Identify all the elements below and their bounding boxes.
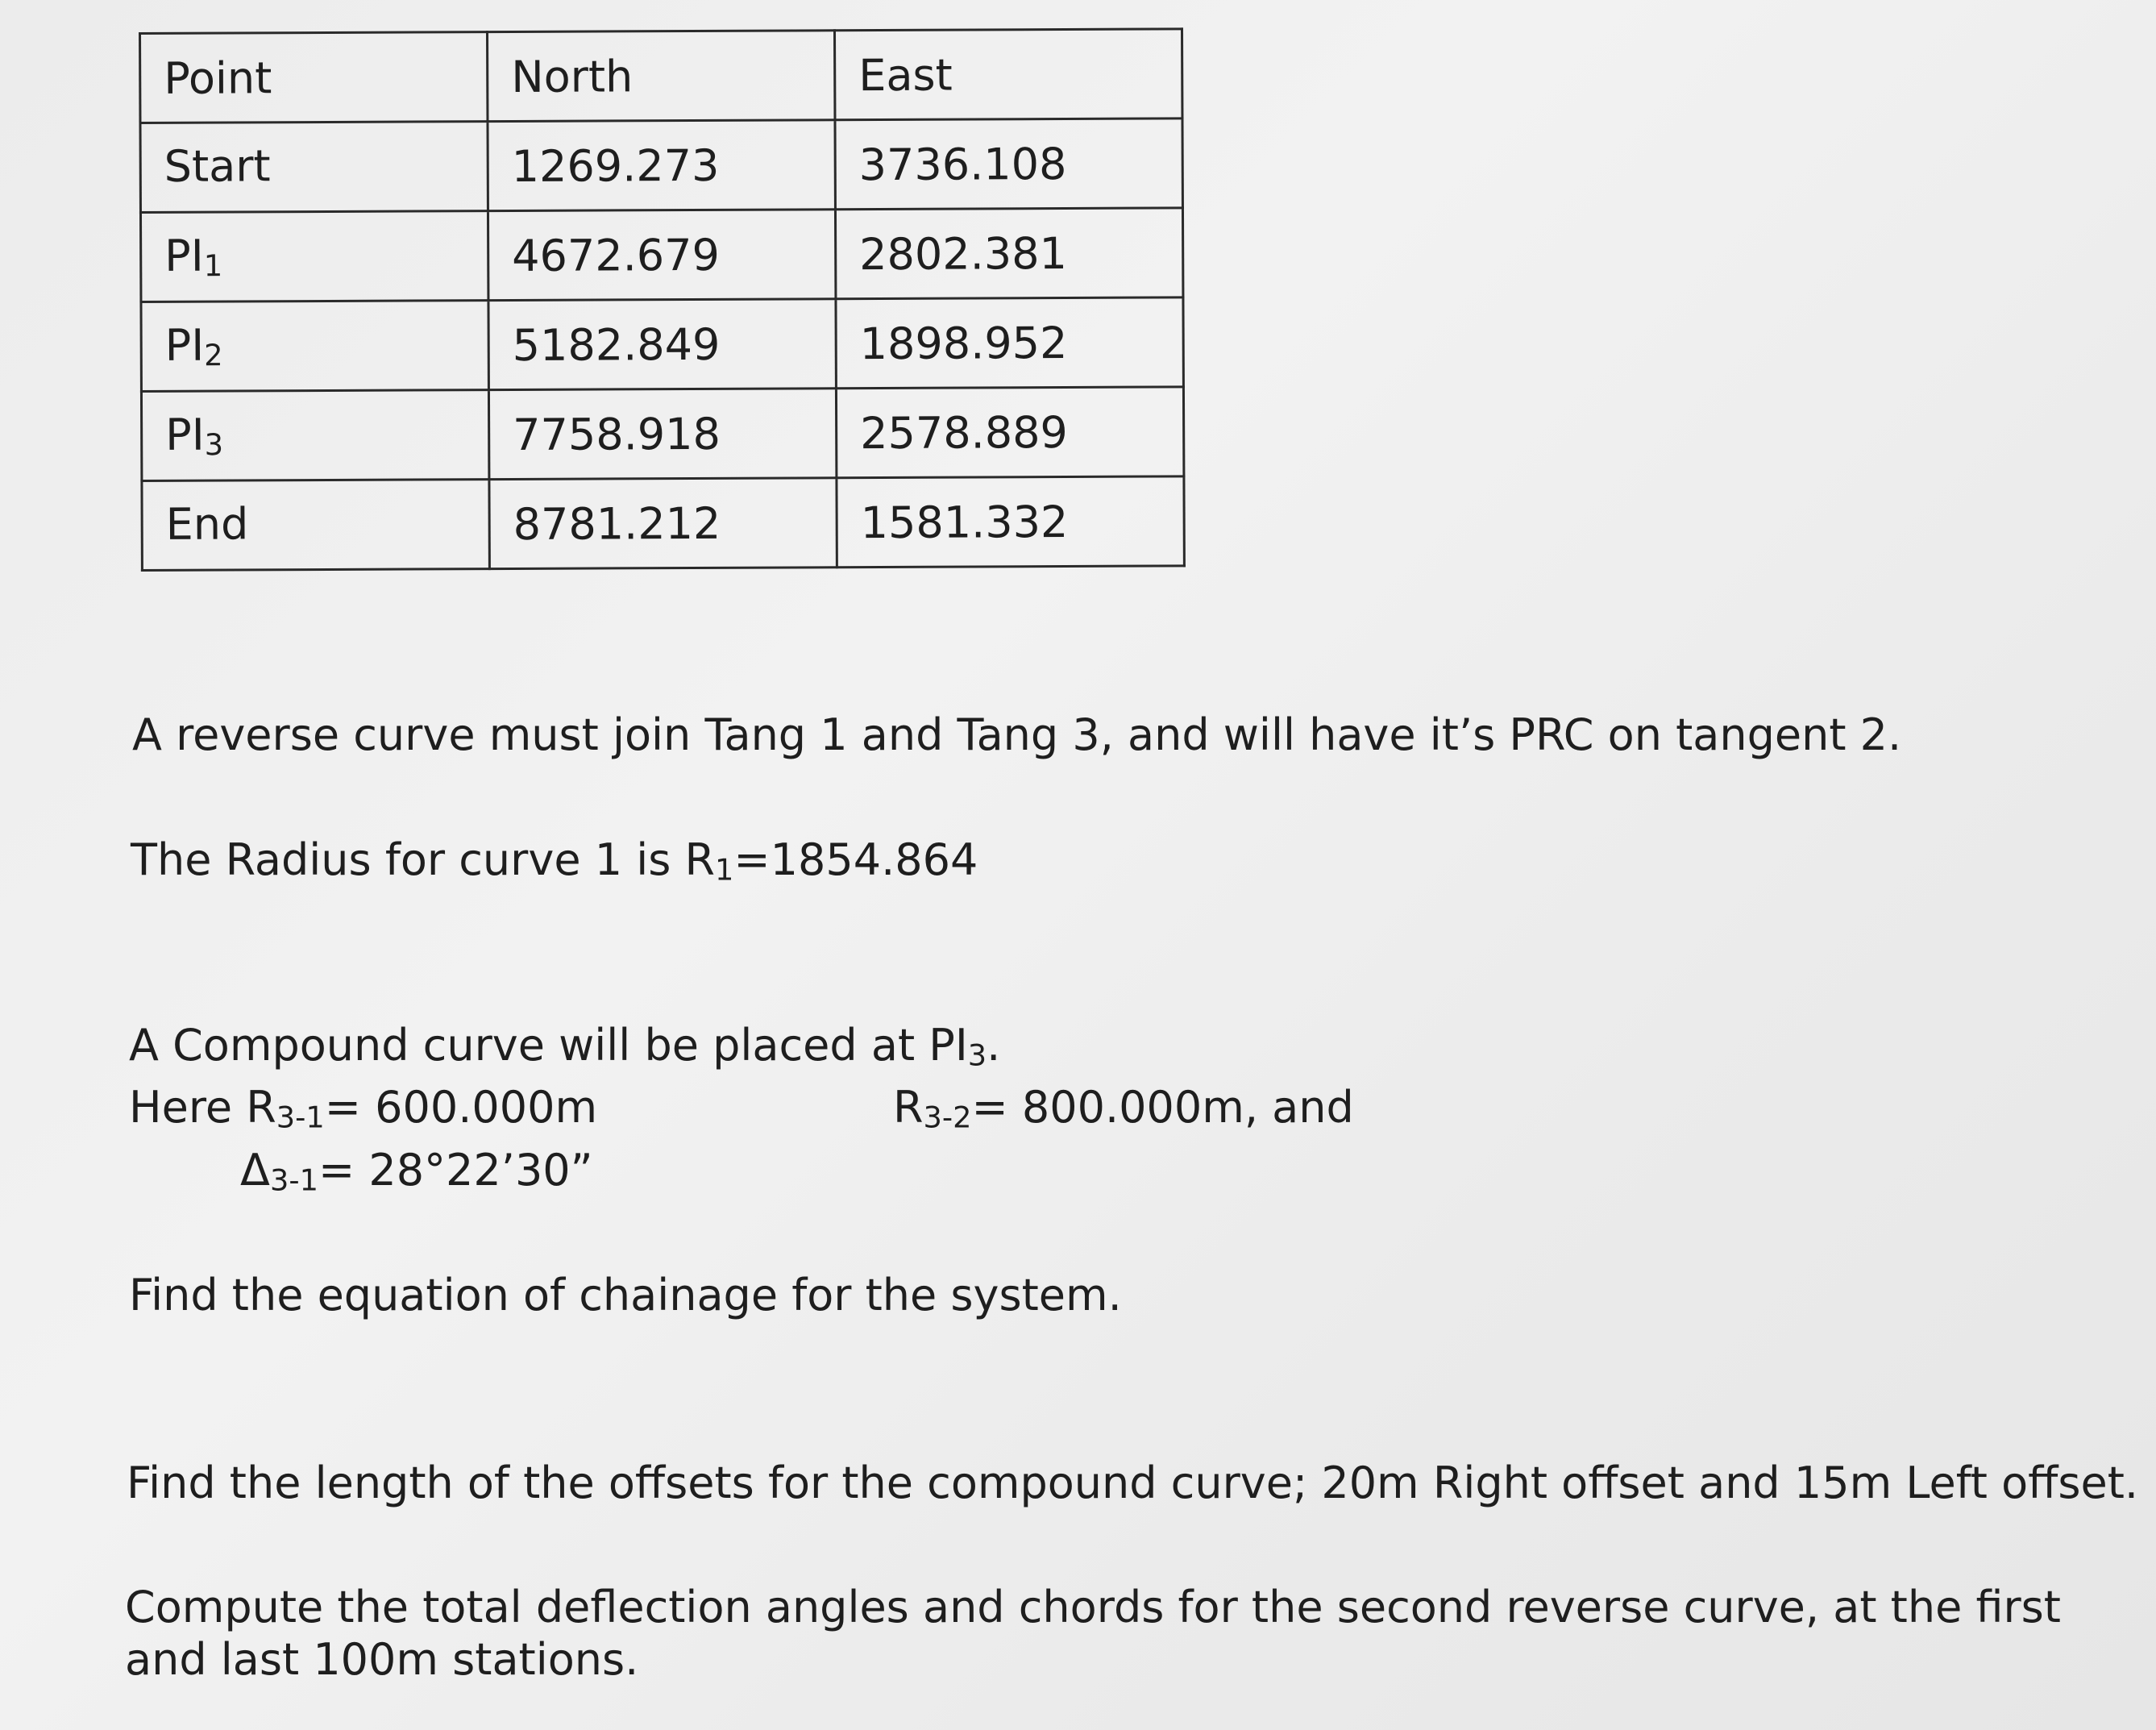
reverse-curve-paragraph: A reverse curve must join Tang 1 and Tang 3, and will have it’s PRC on tangent 2. [132, 709, 1902, 760]
header-north: North [488, 31, 835, 122]
point-cell: $PI_3$ [141, 390, 488, 481]
delta-3-1-line: $\Delta_{3-1}=$ 28°22’30” [240, 1145, 593, 1198]
east-cell: 2578.889 [836, 387, 1183, 478]
east-cell: 1581.332 [837, 476, 1184, 568]
north-cell: 1269.273 [488, 120, 835, 211]
table-row [142, 476, 1184, 571]
chainage-question: Find the equation of chainage for the system. [129, 1270, 1122, 1320]
header-east: East [834, 29, 1182, 120]
radius-3-2-line: $R_{3-2}= 800.000m$, and [893, 1082, 1354, 1135]
table-header-row [140, 29, 1182, 123]
north-cell: 4672.679 [488, 210, 835, 301]
deflection-question: Compute the total deflection angles and chords for the second reverse curve, at the first and last 100m stations. [125, 1582, 2061, 1685]
north-cell: 8781.212 [489, 478, 837, 569]
point-cell: $PI_2$ [141, 301, 488, 392]
radius-3-1-line: Here $R_{3-1}= 600.000m$ [129, 1082, 598, 1135]
east-cell: 1898.952 [836, 297, 1183, 389]
compound-curve-paragraph: A Compound curve will be placed at $PI_3$. [129, 1020, 1001, 1073]
point-cell: End [142, 480, 489, 571]
table-row [141, 297, 1183, 392]
header-point: Point [140, 32, 488, 123]
table-row [141, 387, 1183, 481]
table-row [140, 119, 1182, 213]
east-cell: 2802.381 [835, 208, 1182, 299]
coordinates-table [139, 27, 1186, 572]
north-cell: 5182.849 [488, 299, 836, 390]
north-cell: 7758.918 [488, 389, 836, 480]
point-cell: Start [140, 122, 488, 213]
east-cell: 3736.108 [835, 119, 1182, 210]
offsets-question: Find the length of the offsets for the compound curve; 20m Right offset and 15m Left offset. [127, 1458, 2139, 1508]
point-cell: $PI_1$ [140, 211, 488, 302]
radius-paragraph: The Radius for curve 1 is $R_1=1854.864$ [131, 834, 978, 888]
table-row [140, 208, 1182, 302]
